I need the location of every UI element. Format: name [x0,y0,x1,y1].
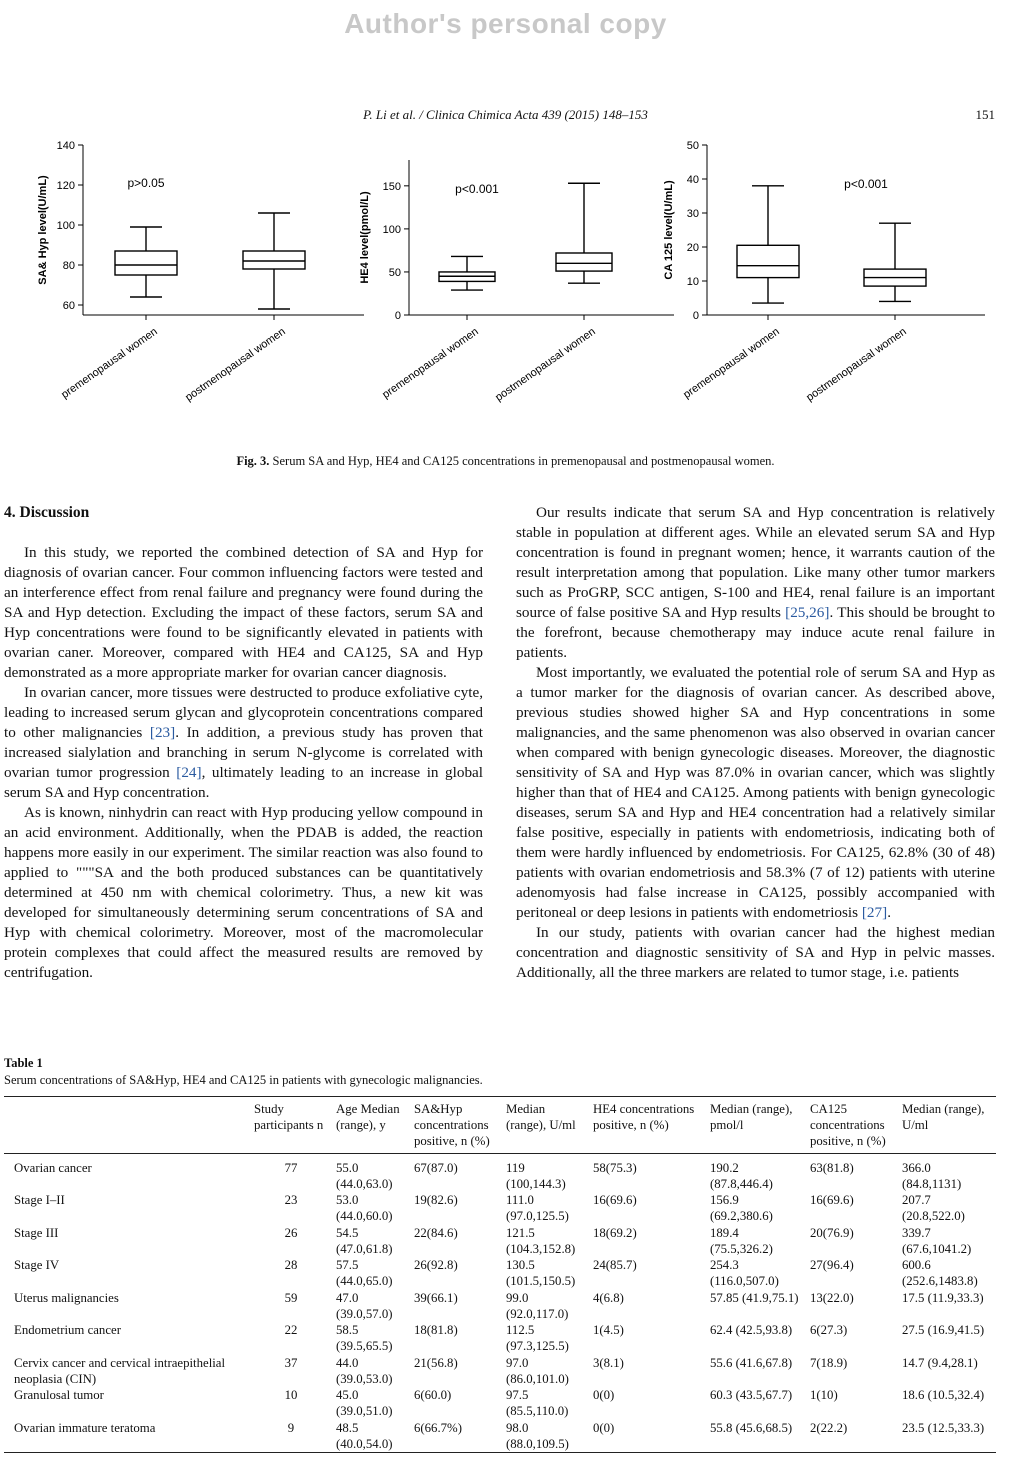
table-cell: 600.6 (252.6,1483.8) [902,1258,978,1289]
table-cell: 26 [284,1225,298,1240]
y-tick-label: 30 [686,208,699,220]
citation-link[interactable]: [25,26] [785,604,830,621]
box [556,253,612,271]
row-label: Granulosal tumor [14,1388,104,1403]
table-cell: 47.0 (39.0,57.0) [336,1290,393,1321]
table-cell: 23.5 (12.5,33.3) [902,1420,985,1435]
table-cell: 6(66.7%) [414,1420,462,1435]
x-category-label: postmenopausal women [804,325,909,404]
text-run: , ultimately leading to an increase in global serum SA and Hyp concentration. [4,764,484,801]
table-cell: 39(66.1) [414,1290,458,1305]
figure-caption [0,454,1011,469]
table-header-cell: Study participants n [250,1097,332,1154]
table-cell: 9 [287,1420,295,1435]
row-label: Stage III [14,1225,59,1240]
table-cell: 58.5 (39.5,65.5) [336,1323,393,1354]
table-cell: 0(0) [593,1420,615,1435]
table-row [4,1420,996,1453]
text-run: As is known, ninhydrin can react with Hyp producing yellow compound in an acid environment. Additionally, when the PDAB is added, the reaction happens more easily in our experiment. The similar reaction was also found to applied to """SA and the both produced substances can be quantitatively determined at 450 nm with chemical colorimetry. Thus, a new kit was developed for simultaneously determining serum concentrations of SA and Hyp with chemical colorimetry. Moreover, most of the macromolecular protein complexes that could affect the measured results are removed by centrifugation. [4,804,483,981]
text-run: . [887,904,891,921]
x-category-label: premenopausal women [681,325,782,402]
discussion-right-column [516,503,995,983]
table-cell: 37 [284,1355,298,1370]
table-cell: 59 [284,1290,298,1305]
y-tick-label: 10 [686,276,699,288]
text-run: Our results indicate that serum SA and Hyp concentration is relatively stable in population at different ages. While an elevated serum SA and Hyp concentration is found in pregnant women; hence, it warrants caution of the result interpretation among that population. Like many other tumor markers such as ProGRP, SCC antigen, S-100 and HE4, renal failure is an important source of false positive SA and Hyp results [516,504,995,621]
table-cell: 13(22.0) [810,1290,854,1305]
table-cell: 6(60.0) [414,1388,452,1403]
table-cell: 57.5 (44.0,65.0) [336,1258,393,1289]
p-value-annotation: p<0.001 [844,177,888,191]
table-cell: 54.5 (47.0,61.8) [336,1225,393,1256]
table-header-cell: HE4 concentrations positive, n (%) [589,1097,706,1154]
table-header-cell: CA125 concentrations positive, n (%) [806,1097,898,1154]
table-cell: 0(0) [593,1388,615,1403]
table-cell: 24(85.7) [593,1258,637,1273]
table-subtitle: Serum concentrations of SA&Hyp, HE4 and CA125 in patients with gynecologic malignancies. [4,1073,483,1087]
table-cell: 67(87.0) [414,1160,458,1175]
table-cell: 121.5 (104.3,152.8) [506,1225,576,1256]
paragraph [4,543,483,683]
box [737,245,799,277]
x-category-label: postmenopausal women [493,325,598,404]
paragraph [516,923,995,983]
y-tick-label: 20 [686,242,699,254]
table-cell: 1(4.5) [593,1323,624,1338]
table-cell: 111.0 (97.0,125.5) [506,1193,569,1224]
y-axis-label: HE4 level(pmol/L) [359,191,371,284]
row-label: Stage IV [14,1258,60,1273]
table-cell: 55.6 (41.6,67.8) [710,1355,793,1370]
page-number: 151 [975,107,995,122]
table-cell: 254.3 (116.0,507.0) [710,1258,779,1289]
section-heading: 4. Discussion [4,504,90,521]
table-cell: 28 [284,1258,298,1273]
table-cell: 77 [284,1160,298,1175]
y-tick-label: 0 [692,310,699,322]
table-cell: 119 (100,144.3) [506,1160,566,1191]
table-row [4,1290,996,1323]
text-run: In ovarian cancer, more tissues were destructed to produce exfoliative cyte, leading to increased serum glycan and glycoprotein concentrations compared to other malignancies [4,684,483,741]
table-cell: 48.5 (40.0,54.0) [336,1420,393,1451]
table-header-cell: Median (range), U/ml [898,1097,996,1154]
y-tick-label: 80 [62,260,75,272]
p-value-annotation: p>0.05 [127,176,165,190]
discussion-left-column [4,503,483,983]
table-cell: 22 [284,1323,298,1338]
row-label: Uterus malignancies [14,1290,119,1305]
paragraph [516,503,995,663]
table-cell: 6(27.3) [810,1323,848,1338]
table-row [4,1355,996,1388]
table-cell: 44.0 (39.0,53.0) [336,1355,393,1386]
y-tick-label: 0 [394,310,401,322]
watermark: Author's personal copy [344,8,667,39]
x-category-label: postmenopausal women [183,325,288,404]
table-cell: 14.7 (9.4,28.1) [902,1355,978,1370]
table-row [4,1322,996,1355]
table-cell: 10 [284,1388,298,1403]
table-cell: 55.8 (45.6,68.5) [710,1420,793,1435]
table-cell: 112.5 (97.3,125.5) [506,1323,569,1354]
table-cell: 22(84.6) [414,1225,458,1240]
y-tick-label: 140 [56,140,75,152]
table-cell: 63(81.8) [810,1160,854,1175]
table-cell: 62.4 (42.5,93.8) [710,1323,793,1338]
table-cell: 189.4 (75.5,326.2) [710,1225,773,1256]
table-cell: 18(81.8) [414,1323,458,1338]
y-tick-label: 60 [62,300,75,312]
table-cell: 60.3 (43.5,67.7) [710,1388,793,1403]
table-cell: 18(69.2) [593,1225,637,1240]
table-cell: 58(75.3) [593,1160,637,1175]
table-cell: 4(6.8) [593,1290,624,1305]
table-cell: 2(22.2) [810,1420,848,1435]
table-cell: 130.5 (101.5,150.5) [506,1258,576,1289]
table-cell: 16(69.6) [810,1193,854,1208]
table-cell: 207.7 (20.8,522.0) [902,1193,965,1224]
table-cell: 17.5 (11.9,33.3) [902,1290,984,1305]
table-cell: 97.0 (86.0,101.0) [506,1355,569,1386]
table-cell: 27.5 (16.9,41.5) [902,1323,985,1338]
table-cell: 18.6 (10.5,32.4) [902,1388,985,1403]
table-cell: 190.2 (87.8,446.4) [710,1160,773,1191]
text-run: Most importantly, we evaluated the potential role of serum SA and Hyp as a tumor marker for the diagnosis of ovarian cancer. As described above, previous studies showed higher SA and Hyp concentrations in some malignancies, and the same phenomenon was also observed in ovarian cancer when compared with benign gynecologic diseases. Moreover, the diagnostic sensitivity of SA and Hyp was 87.0% in ovarian cancer, which was slightly higher than that of HE4 and CA125. Among patients with benign gynecologic diseases, serum SA and Hyp and HE4 concentration had a relatively similar false positive, especially in patients with endometriosis, indicating both of them were hardly influenced by endometriosis. For CA125, 62.8% (30 of 48) patients with ovarian endometriosis and 58.3% (7 of 12) patients with uterine adenomyosis had false increase in CA125, possibly accompanied with peritoneal or deep lesions in patients with endometriosis [516,664,995,921]
running-head: P. Li et al. / Clinica Chimica Acta 439 (2015) 148–153 [363,107,648,122]
table-cell: 97.5 (85.5,110.0) [506,1388,569,1419]
y-axis-label: SA& Hyp level(U/mL) [37,175,49,285]
table-cell: 53.0 (44.0,60.0) [336,1193,393,1224]
paragraph [4,683,483,803]
table-header-cell: SA&Hyp concentrations positive, n (%) [410,1097,502,1154]
table-row [4,1192,996,1225]
table-cell: 27(96.4) [810,1258,854,1273]
y-axis-label: CA 125 level(U/mL) [663,180,675,280]
citation-link[interactable]: [23] [149,724,176,741]
citation-link[interactable]: [24] [176,764,202,781]
table-cell: 7(18.9) [810,1355,848,1370]
paragraph [4,803,483,983]
table-cell: 156.9 (69.2,380.6) [710,1193,773,1224]
row-label: Cervix cancer and cervical intraepithelial neoplasia (CIN) [14,1355,226,1386]
text-run: In our study, patients with ovarian cancer had the highest median concentration and diagnostic sensitivity of SA and Hyp in pelvic masses. Additionally, all the three markers are related to tumor stage, i.e. patients [516,924,995,981]
text-run: . In addition, a previous study has proven that increased sialylation and branching in serum N-glycome is correlated with ovarian tumor progression [4,724,483,781]
y-tick-label: 100 [56,220,75,232]
text-run: . This should be brought to the forefront, because chemotherapy may induce acute renal failure in patients. [516,604,995,661]
table-title: Table 1 [4,1056,43,1070]
row-label: Stage I–II [14,1193,65,1208]
table-header-cell: Median (range), pmol/l [706,1097,806,1154]
table-cell: 55.0 (44.0,63.0) [336,1160,393,1191]
table-row [4,1257,996,1290]
table-header-cell: Median (range), U/ml [502,1097,589,1154]
table-cell: 21(56.8) [414,1355,458,1370]
table-row [4,1387,996,1420]
table-cell: 26(92.8) [414,1258,458,1273]
table-cell: 99.0 (92.0,117.0) [506,1290,569,1321]
table-header-cell: Age Median (range), y [332,1097,410,1154]
p-value-annotation: p<0.001 [455,182,499,196]
table-cell: 366.0 (84.8,1131) [902,1160,962,1191]
table-row [4,1225,996,1258]
y-tick-label: 100 [382,223,401,236]
table-cell: 3(8.1) [593,1355,624,1370]
caption-label: Fig. 3. [236,454,270,468]
table-cell: 98.0 (88.0,109.5) [506,1420,569,1451]
table-cell: 45.0 (39.0,51.0) [336,1388,393,1419]
text-run: In this study, we reported the combined detection of SA and Hyp for diagnosis of ovarian cancer. Four common influencing factors were tested and an interference effect from renal failure and pregnancy were found during the SA and Hyp detection. Excluding the impact of these factors, serum SA and Hyp concentrations were found to be significantly elevated in patients with ovarian caner. Moreover, compared with HE4 and CA125, SA and Hyp demonstrated as a more appropriate marker for ovarian cancer diagnosis. [4,544,483,681]
paragraph [516,663,995,923]
table-cell: 339.7 (67.6,1041.2) [902,1225,972,1256]
table-cell: 19(82.6) [414,1193,458,1208]
y-tick-label: 120 [56,180,75,192]
x-category-label: premenopausal women [380,325,481,402]
table-row [4,1153,996,1192]
table-cell: 16(69.6) [593,1193,637,1208]
y-tick-label: 150 [382,180,401,193]
caption-text: Serum SA and Hyp, HE4 and CA125 concentrations in premenopausal and postmenopausal women. [269,454,775,468]
box [115,251,177,275]
y-tick-label: 50 [686,140,699,152]
table-cell: 1(10) [810,1388,838,1403]
row-label: Ovarian cancer [14,1160,92,1175]
box [243,251,305,269]
table-cell: 57.85 (41.9,75.1) [710,1290,799,1305]
table-cell: 23 [284,1193,298,1208]
row-label: Endometrium cancer [14,1323,121,1338]
table-cell: 20(76.9) [810,1225,854,1240]
y-tick-label: 40 [686,174,699,186]
x-category-label: premenopausal women [59,325,160,402]
y-tick-label: 50 [388,266,401,279]
citation-link[interactable]: [27] [861,904,888,921]
table-header-cell [4,1097,250,1154]
table-1 [4,1096,996,1453]
table-header-row [4,1097,996,1154]
figure-3-box-plots [0,130,1011,450]
row-label: Ovarian immature teratoma [14,1420,156,1435]
